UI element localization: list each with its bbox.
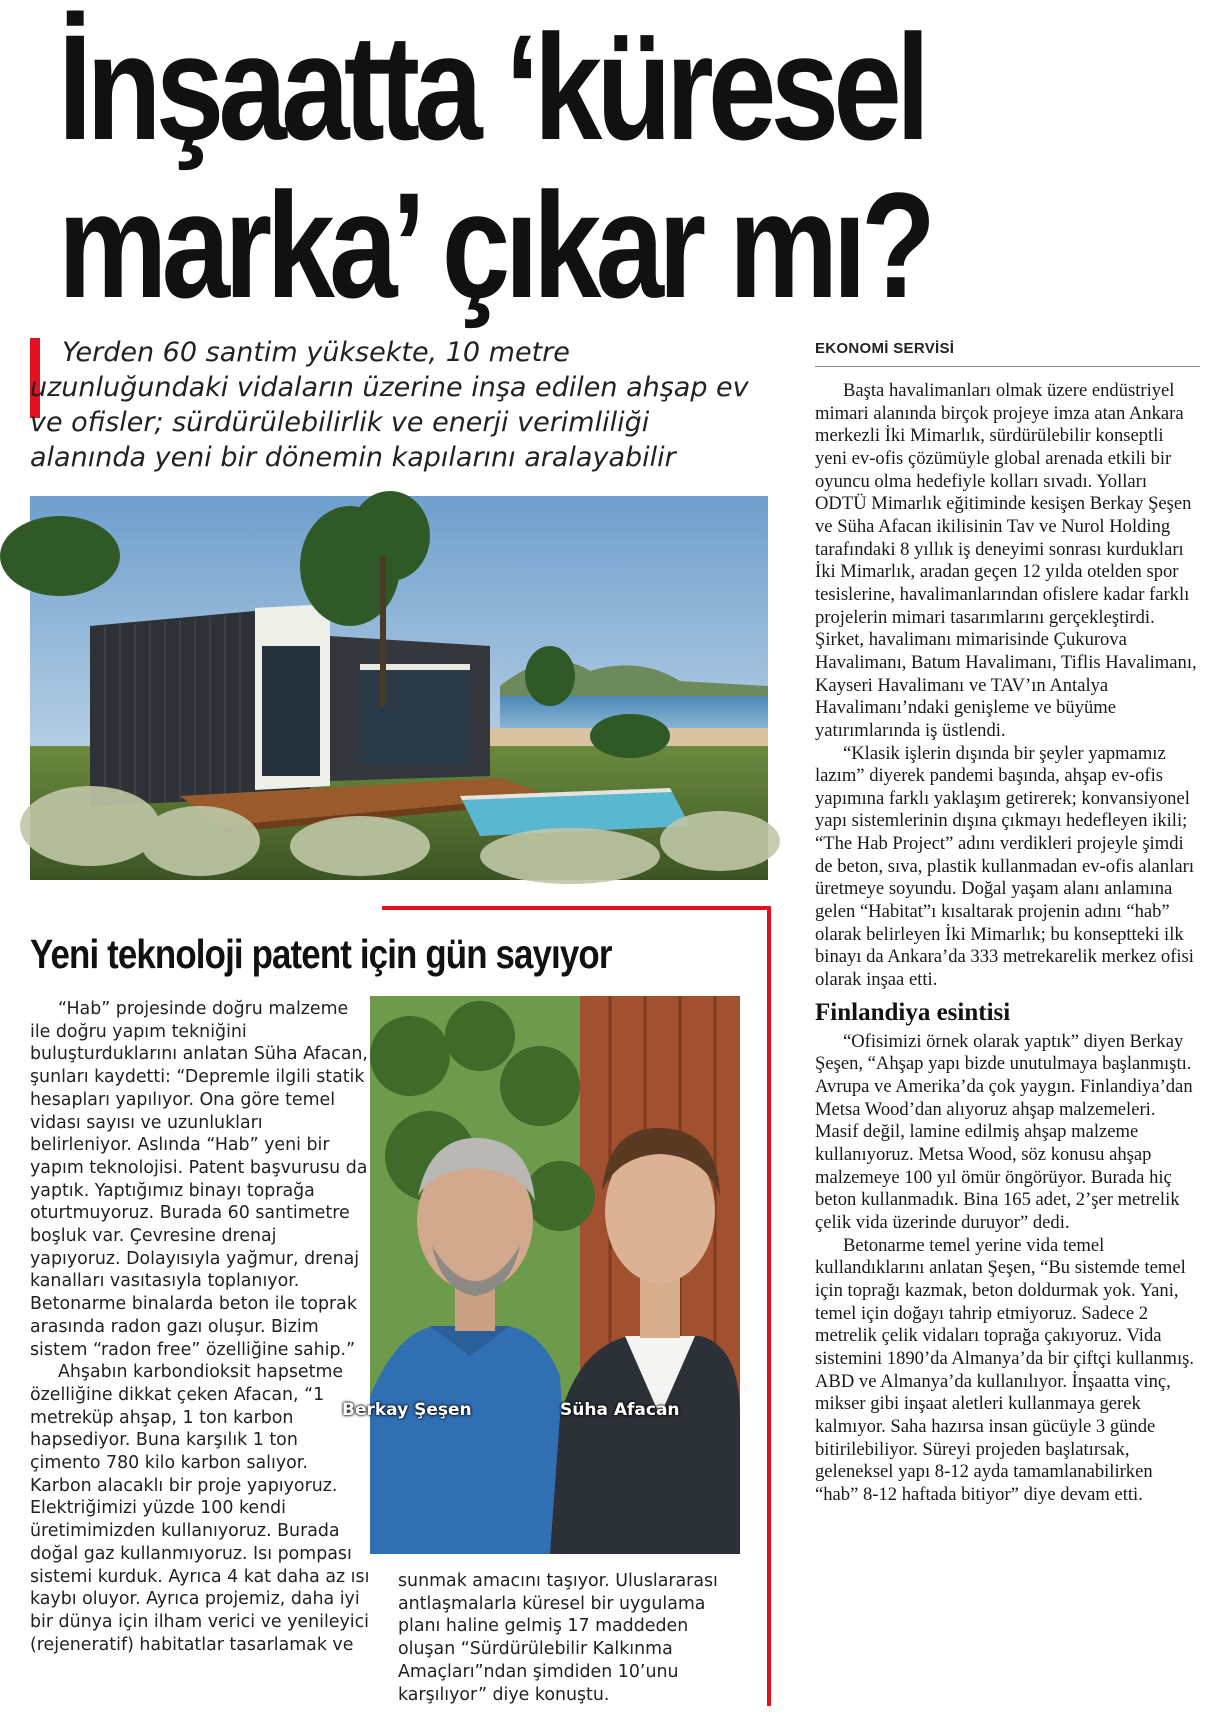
left-column xyxy=(30,998,370,1656)
house-photo xyxy=(30,496,768,880)
portrait-illustration xyxy=(370,996,740,1554)
middle-column xyxy=(398,1570,733,1706)
caption-right: Süha Afacan xyxy=(560,1400,680,1420)
headline xyxy=(58,3,985,329)
headline-line-1: İnşaatta ‘küresel xyxy=(58,3,925,171)
lead-paragraph: Yerden 60 santim yüksekte, 10 metre uzunluğundaki vidaların üzerine inşa edilen ahşap ev ve ofisler; sürdürülebilirlik ve enerji verimliliği alanında yeni bir dönemin kapılarını aralayabilir xyxy=(30,337,749,473)
right-paragraph-4: Betonarme temel yerine vida temel kullandıklarını anlatan Şeşen, “Bu sistemde temel için toprağı kazmak, beton doldurmak yok. Yani, temel için doğayı tahrip etmiyoruz. Sadece 2 metrelik çelik vidaları toprağa çakıyoruz. Vida sistemini 1890’da Almanya’da bir çiftçi kullanmış. ABD ve Almanya’da kullanılıyor. İnşaatta vinç, mikser gibi inşaat aletleri kullanmaya gerek kalmıyor. Saha hazırsa insan gücüyle 3 günde bitirilebiliyor. Süreyi projeden başlatırsak, geleneksel yapı 8-12 ayda tamamlanabilirken “hab” 8-12 haftada bitiyor” diye devam etti. xyxy=(815,1234,1195,1505)
right-column xyxy=(815,380,1200,1507)
headline-line-2: marka’ çıkar mı? xyxy=(58,161,931,329)
section-heading: Finlandiya esintisi xyxy=(815,998,1011,1026)
red-rule-top xyxy=(382,906,770,910)
subhead: Yeni teknoloji patent için gün sayıyor xyxy=(30,931,612,977)
right-paragraph-3: “Ofisimizi örnek olarak yaptık” diyen Berkay Şeşen, “Ahşap yapı bizde unutulmaya başlanmıştı. Avrupa ve Amerika’da çok yaygın. Finlandiya’dan Metsa Wood’dan alıyoruz ahşap malzemeleri. Masif değil, lamine edilmiş ahşap malzeme kullanıyoruz. Metsa Wood, söz konusu ahşap malzemeye 100 yıl ömür öngörüyor. Burada hiç beton kullanmadık. Bina 165 adet, 2’şer metrelik çelik vida üzerinde duruyor” dedi. xyxy=(815,1030,1193,1233)
right-paragraph-2: “Klasik işlerin dışında bir şeyler yapmamız lazım” diyerek pandemi başında, ahşap ev-ofis yapımına farklı yaklaşım getirerek; konvansiyonel yapı sistemlerinin dışına çıkmayı hedefleyen ikili; “The Hab Project” adını verdikleri projeyle şimdi de beton, sıva, plastik kullanmadan ev-ofis alanları üretmeye soyundu. Doğal yaşam alanı anlamına gelen “Habitat”ı kısaltarak projenin adını “hab” olarak belirleyen İki Mimarlık; bu konseptteki ilk binayı da Ankara’da 333 metrekarelik merkez ofisi olarak inşaa etti. xyxy=(815,742,1194,991)
house-illustration xyxy=(30,496,768,880)
left-paragraph-2: Ahşabın karbondioksit hapsetme özelliğine dikkat çeken Afacan, “1 metreküp ahşap, 1 ton karbon hapsediyor. Buna karşılık 1 ton çimento 780 kilo karbon salıyor. Karbon alacaklı bir proje yapıyoruz. Elektriğimizi yüzde 100 kendi üretimimizden kullanıyoruz. Burada doğal gaz kullanmıyoruz. Isı pompası sistemi kurduk. Ayrıca 4 kat daha az ısı kaybı oluyor. Ayrıca projemiz, daha iyi bir dünya için ilham verici ve yenileyici (rejeneratif) habitatlar tasarlamak ve xyxy=(30,1362,370,1655)
service-rule xyxy=(815,366,1200,367)
left-paragraph-1: “Hab” projesinde doğru malzeme ile doğru yapım tekniğini buluşturduklarını anlatan Süha Afacan, şunları kaydetti: “Depremle ilgili statik hesapları yapılıyor. Ona göre temel vidası sayısı ve uzunlukları belirleniyor. Aslında “Hab” yeni bir yapım teknolojisi. Patent başvurusu da yaptık. Yaptığımız binayı toprağa oturtmuyoruz. Burada 60 santimetre boşluk var. Çevresine drenaj yapıyoruz. Dolayısıyla yağmur, drenaj kanalları vasıtasıyla toplanıyor. Betonarme binalarda beton ile toprak arasında radon gazı oluşur. Bizim sistem “radon free” özelliğine sahip.” xyxy=(30,999,368,1360)
red-rule-side xyxy=(767,906,771,1706)
service-label: EKONOMİ SERVİSİ xyxy=(815,340,955,357)
right-paragraph-1: Başta havalimanları olmak üzere endüstriyel mimari alanında birçok projeye imza atan Ankara merkezli İki Mimarlık, sürdürülebilir konseptli yeni ev-ofis çözümüyle global arenada etkili bir oyuncu olma hedefiyle kolları sıvadı. Yolları ODTÜ Mimarlık eğitiminde kesişen Berkay Şeşen ve Süha Afacan ikilisinin Tav ve Nurol Holding tarafındaki 8 yıllık iş deneyimi sonrası kurdukları İki Mimarlık, aradan geçen 12 yılda otelden spor tesislerine, havalimanlarından ofislere kadar farklı projelerin mimari tasarımlarını gerçekleştirdi. Şirket, havalimanı mimarisinde Çukurova Havalimanı, Batum Havalimanı, Tiflis Havalimanı, Kayseri Havalimanı ve TAV’ın Antalya Havalimanı’ndaki genişleme ve büyüme yatırımlarında iş üstlendi. xyxy=(815,380,1197,741)
middle-paragraph: sunmak amacını taşıyor. Uluslararası antlaşmalarla küresel bir uygulama planı haline gelmiş 17 maddeden oluşan “Sürdürülebilir Kalkınma Amaçları”ndan şimdiden 10’unu karşılıyor” diye konuştu. xyxy=(398,1571,718,1705)
portrait-photo xyxy=(342,996,740,1554)
caption-left: Berkay Şeşen xyxy=(342,1400,472,1420)
